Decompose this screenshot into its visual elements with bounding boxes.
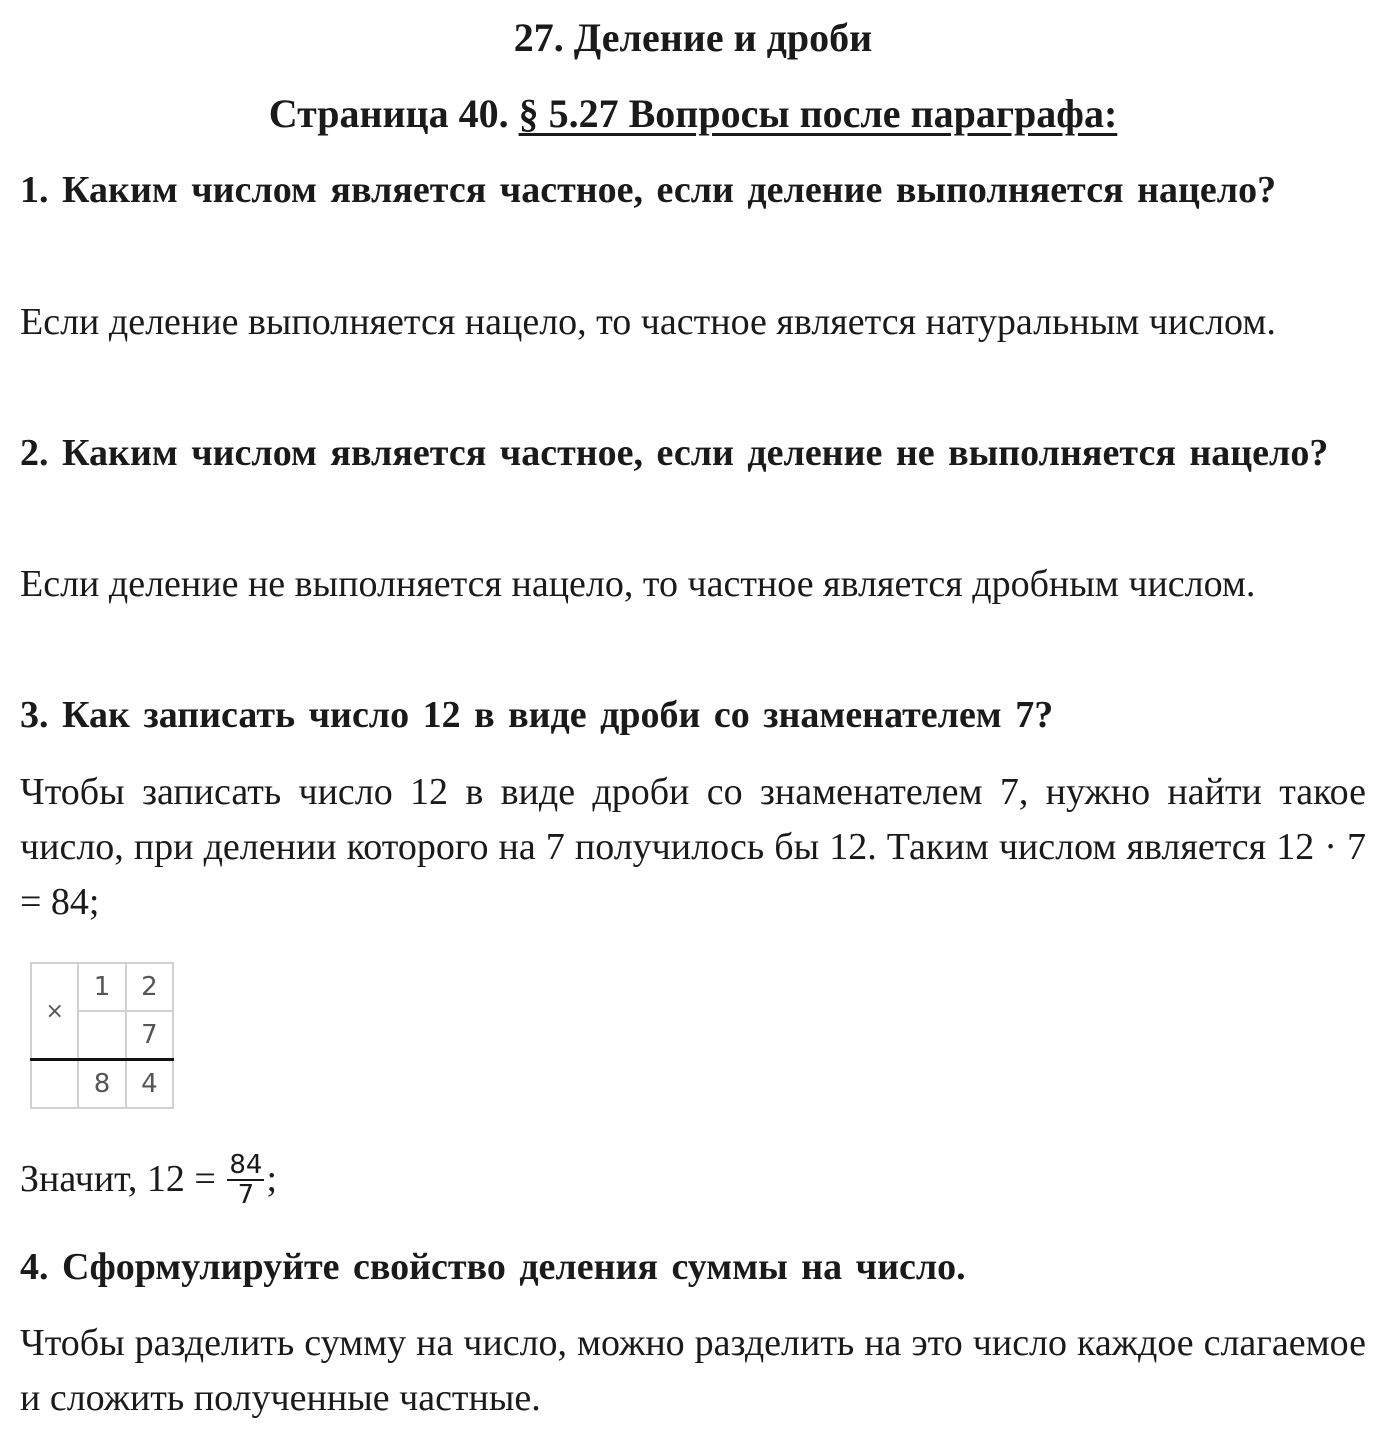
mult-cell: 2 [126, 963, 173, 1011]
fraction-denominator: 7 [237, 1180, 255, 1211]
conclusion-prefix: Значит, 12 = [20, 1158, 226, 1200]
multiply-sign: × [31, 963, 78, 1060]
mult-cell: 4 [126, 1060, 173, 1109]
answer-3: Чтобы записать число 12 в виде дроби со знаменателем 7, нужно найти такое число, при делении которого на 7 получилось бы 12. Таким числом является 12 · 7 = 84; [20, 771, 1366, 923]
mult-cell: 7 [126, 1011, 173, 1060]
mult-cell [78, 1011, 125, 1060]
mult-cell: 8 [78, 1060, 125, 1109]
conclusion [20, 1152, 277, 1211]
question-3: 3. Как записать число 12 в виде дроби со знаменателем 7? [20, 694, 1054, 736]
question-4: 4. Сформулируйте свойство деления суммы на число. [20, 1246, 966, 1288]
paragraph-link[interactable]: § 5.27 Вопросы после параграфа: [518, 91, 1118, 136]
question-2: 2. Каким числом является частное, если деление не выполняется нацело? [20, 432, 1329, 474]
conclusion-suffix: ; [266, 1158, 278, 1200]
column-multiplication [30, 962, 174, 1102]
answer-4: Чтобы разделить сумму на число, можно разделить на это число каждое слагаемое и сложить полученные частные. [20, 1322, 1366, 1419]
mult-cell [31, 1060, 78, 1109]
answer-2: Если деление не выполняется нацело, то частное является дробным числом. [20, 563, 1256, 605]
page-subtitle [20, 91, 1366, 136]
answer-1: Если деление выполняется нацело, то частное является натуральным числом. [20, 301, 1276, 343]
question-1: 1. Каким числом является частное, если деление выполняется нацело? [20, 169, 1277, 211]
mult-cell: 1 [78, 963, 125, 1011]
page-title: 27. Деление и дроби [513, 15, 873, 60]
subtitle-prefix: Страница 40. [268, 91, 509, 136]
fraction [227, 1151, 264, 1209]
fraction-numerator: 84 [229, 1150, 263, 1181]
